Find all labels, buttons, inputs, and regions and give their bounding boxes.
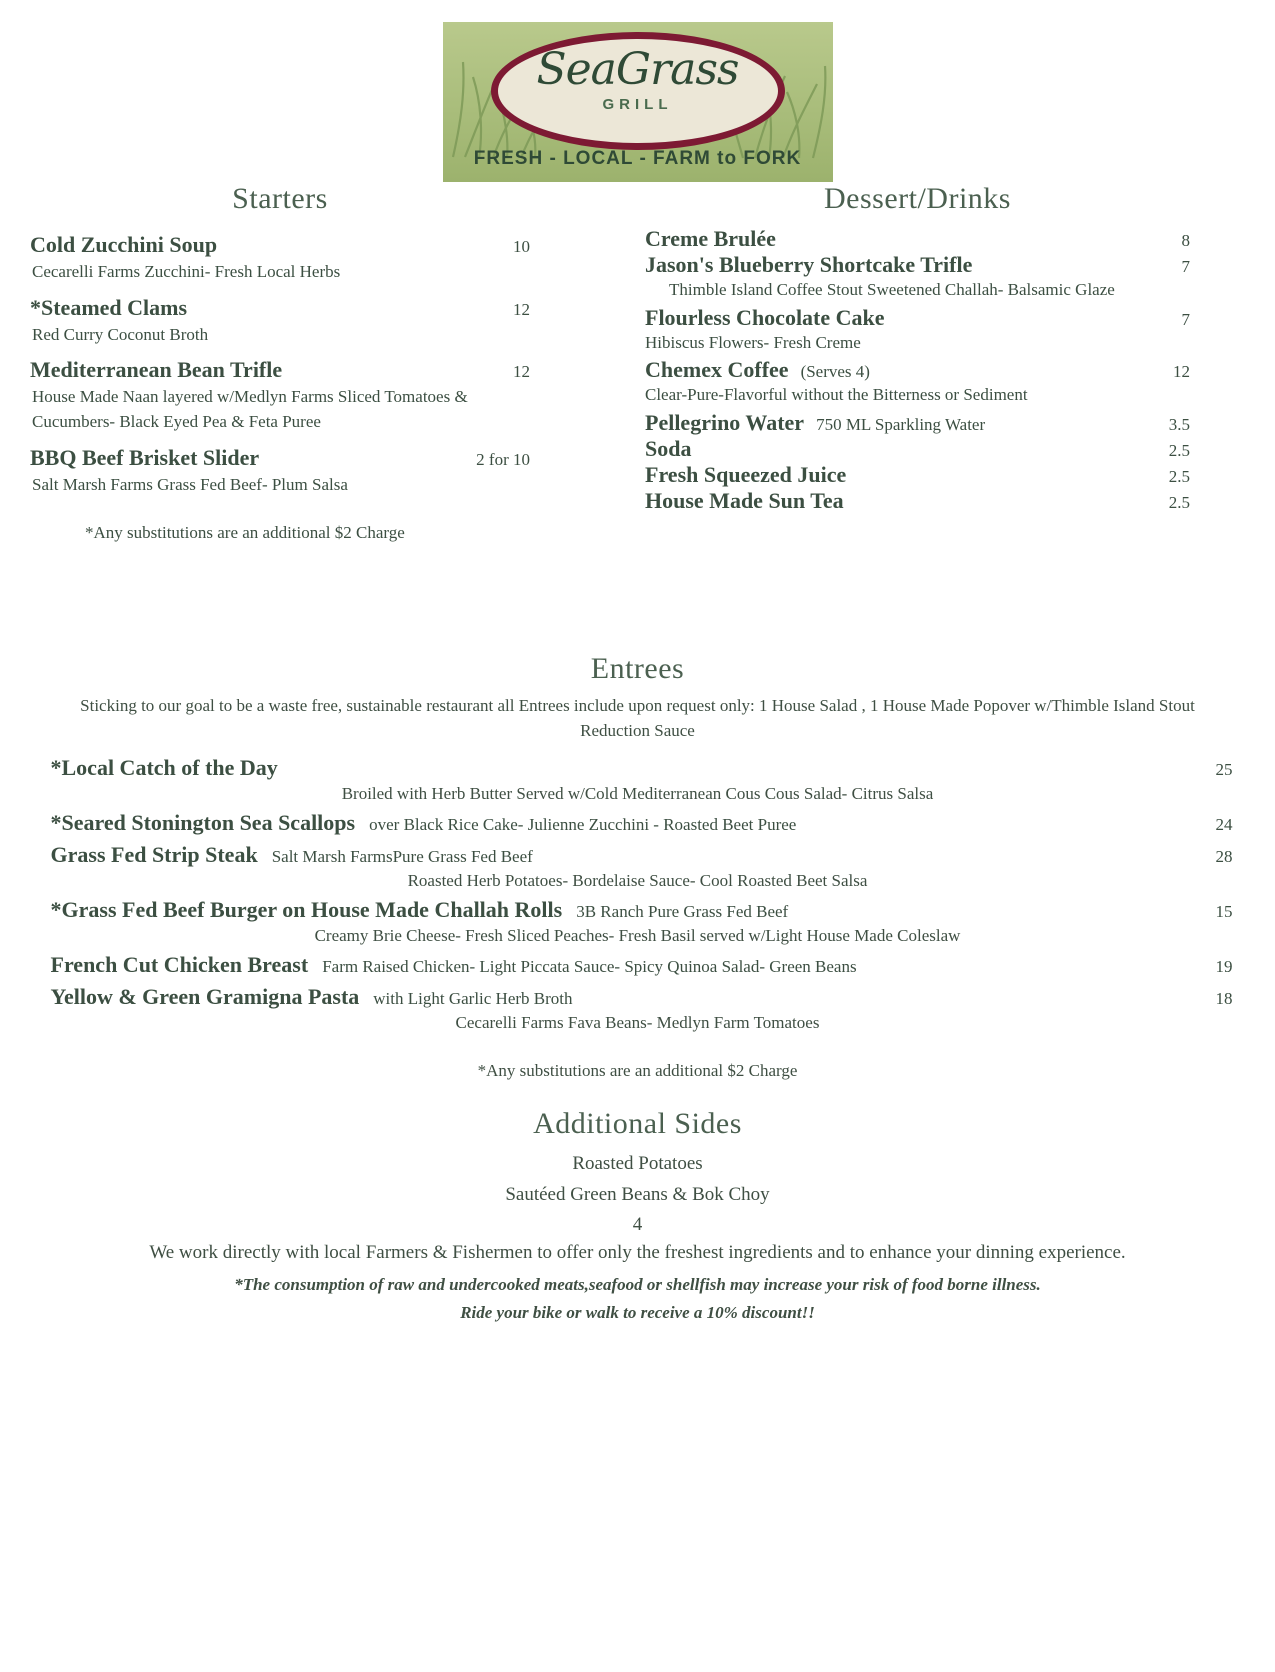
menu-item [645,252,1190,303]
menu-page [0,22,1275,1672]
entrees-title: Entrees [590,652,685,685]
item-description: Salt Marsh Farms Grass Fed Beef- Plum Salsa [32,474,348,494]
logo-name: SeaGrass [536,44,739,95]
item-name: House Made Sun Tea [645,487,844,513]
item-price: 12 [1173,362,1190,382]
item-name: Grass Fed Strip Steak [50,842,258,868]
item-price: 25 [1215,760,1233,780]
menu-item [30,357,530,434]
starters-section [30,182,530,543]
item-price: 19 [1215,957,1233,977]
dessert-drinks-section [645,182,1190,514]
footer-warning: *The consumption of raw and undercooked meats,seafood or shellfish may increase your risk of food borne illness. [234,1275,1041,1295]
item-price: 18 [1215,989,1233,1009]
item-price: 2 for 10 [476,449,530,469]
restaurant-logo [443,22,833,182]
menu-item [30,445,530,498]
sides-section [43,1107,1233,1240]
item-price: 12 [513,362,530,382]
menu-item [43,842,1233,891]
item-name: *Grass Fed Beef Burger on House Made Challah Rolls [50,897,563,923]
menu-item [645,226,1190,252]
sides-price: 4 [632,1214,643,1236]
item-description: Thimble Island Coffee Stout Sweetened Challah- Balsamic Glaze [669,280,1115,299]
menu-item [43,810,1233,836]
item-price: 7 [1181,257,1190,276]
item-description: Roasted Herb Potatoes- Bordelaise Sauce- Cool Roasted Beet Salsa [407,871,868,891]
item-subnote: over Black Rice Cake- Julienne Zucchini - Roasted Beet Puree [369,815,797,835]
footer-discount: Ride your bike or walk to receive a 10% discount!! [460,1302,815,1322]
item-name: *Local Catch of the Day [50,755,278,781]
item-price: 2.5 [1168,466,1190,486]
item-name: *Steamed Clams [30,294,188,320]
menu-item [43,952,1233,978]
item-description: Clear-Pure-Flavorful without the Bitterness or Sediment [645,385,1028,405]
entrees-substitution-note: *Any substitutions are an additional $2 Charge [477,1061,798,1081]
item-description: Red Curry Coconut Broth [32,324,209,344]
item-price: 24 [1215,815,1233,835]
menu-item [43,984,1233,1033]
item-price: 15 [1215,902,1233,922]
item-name: *Seared Stonington Sea Scallops [50,810,356,836]
menu-item [645,462,1190,488]
item-price: 2.5 [1168,440,1190,460]
item-subnote: Salt Marsh FarmsPure Grass Fed Beef [271,847,533,867]
menu-item [645,436,1190,462]
logo-subtitle: GRILL [602,96,673,113]
sides-title: Additional Sides [533,1107,742,1141]
item-description: Cecarelli Farms Zucchini- Fresh Local Herbs [32,262,341,281]
item-subnote: Farm Raised Chicken- Light Piccata Sauce- Spicy Quinoa Salad- Green Beans [322,957,857,977]
menu-item [645,410,1190,436]
item-description: Broiled with Herb Butter Served w/Cold Mediterranean Cous Cous Salad- Citrus Salsa [341,784,934,804]
item-name: Soda [645,435,692,461]
item-name: French Cut Chicken Breast [50,952,309,978]
item-price: 8 [1181,231,1190,250]
item-name: Pellegrino Water [645,409,805,435]
top-columns [0,182,1275,652]
menu-item [645,488,1190,514]
dessert-drinks-title: Dessert/Drinks [824,182,1011,215]
footer-sourcing-note: We work directly with local Farmers & Fishermen to offer only the freshest ingredients and to enhance your dinning experience. [149,1242,1126,1264]
item-subnote: 3B Ranch Pure Grass Fed Beef [576,902,789,922]
item-price: 10 [513,237,530,256]
menu-item [30,232,530,285]
item-name: BBQ Beef Brisket Slider [30,444,260,470]
item-name: Fresh Squeezed Juice [645,461,847,487]
item-name: Flourless Chocolate Cake [645,304,885,330]
menu-item [43,897,1233,946]
entrees-intro: Sticking to our goal to be a waste free, sustainable restaurant all Entrees include upon request only: 1 House Salad , 1 House Made Popover w/Thimble Island Stout Reduction Sauce [80,696,1195,740]
item-price: 28 [1215,847,1233,867]
item-price: 12 [513,299,530,319]
logo-tagline: FRESH - LOCAL - FARM to FORK [473,148,802,169]
menu-item [645,357,1190,408]
item-name: Jason's Blueberry Shortcake Trifle [645,252,973,277]
menu-item [43,755,1233,804]
entrees-section [43,652,1233,1081]
item-subnote: with Light Garlic Herb Broth [373,989,573,1009]
item-price: 3.5 [1168,414,1190,434]
item-subnote: 750 ML Sparkling Water [816,414,986,434]
menu-item [645,305,1190,356]
item-subnote: (Serves 4) [800,362,870,382]
item-price: 7 [1181,309,1190,329]
item-description: Cecarelli Farms Fava Beans- Medlyn Farm Tomatoes [455,1013,820,1033]
side-item: Roasted Potatoes [572,1153,703,1175]
item-name: Cold Zucchini Soup [30,232,218,257]
starters-substitution-note: *Any substitutions are an additional $2 Charge [85,523,405,543]
menu-item [30,295,530,348]
item-name: Mediterranean Bean Trifle [30,357,283,383]
item-description: House Made Naan layered w/Medlyn Farms Sliced Tomatoes & Cucumbers- Black Eyed Pea & Feta Puree [32,387,468,431]
side-item: Sautéed Green Beans & Bok Choy [505,1183,770,1205]
item-description: Hibiscus Flowers- Fresh Creme [645,332,861,352]
item-description: Creamy Brie Cheese- Fresh Sliced Peaches- Fresh Basil served w/Light House Made Coleslaw [314,926,961,946]
item-price: 2.5 [1168,492,1190,512]
item-name: Yellow & Green Gramigna Pasta [50,984,360,1010]
item-name: Creme Brulée [645,226,776,251]
item-name: Chemex Coffee [645,357,789,383]
starters-title: Starters [232,182,328,215]
